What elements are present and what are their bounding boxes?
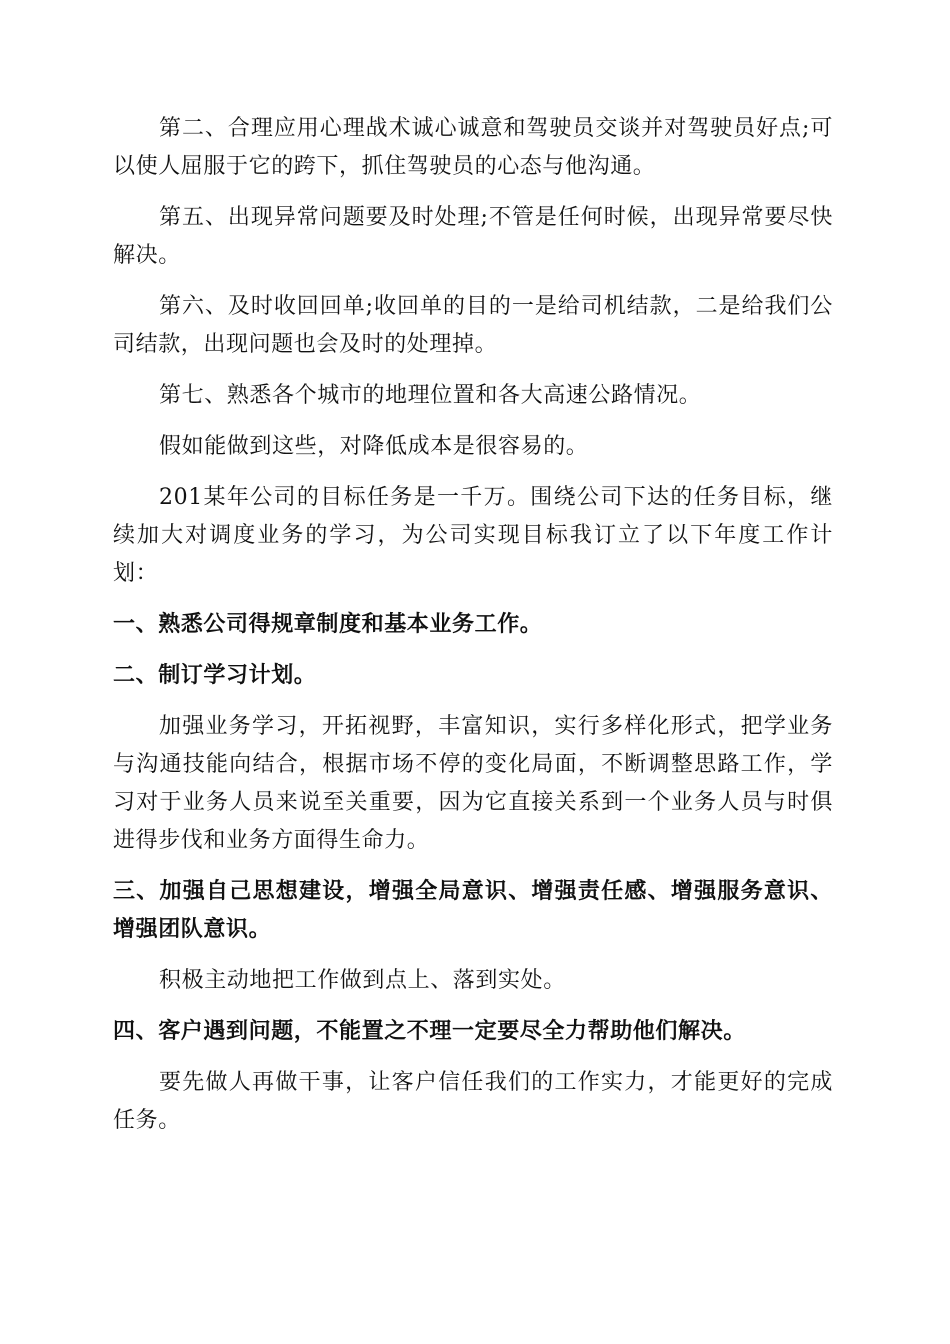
paragraph-conclusion: 假如能做到这些，对降低成本是很容易的。 xyxy=(159,434,589,459)
section-heading-4: 四、客户遇到问题，不能置之不理一定要尽全力帮助他们解决。 xyxy=(113,1019,746,1044)
paragraph-item-5: 第五、出现异常问题要及时处理;不管是任何时候，出现异常要尽快解决。 xyxy=(113,205,833,268)
paragraph-customer-trust: 要先做人再做干事，让客户信任我们的工作实力，才能更好的完成任务。 xyxy=(113,1070,833,1133)
paragraph-annual-target: 201某年公司的目标任务是一千万。围绕公司下达的任务目标，继续加大对调度业务的学习，为公司实现目标我订立了以下年度工作计划： xyxy=(113,485,833,586)
section-heading-2: 二、制订学习计划。 xyxy=(113,663,317,688)
paragraph-item-2: 第二、合理应用心理战术诚心诚意和驾驶员交谈并对驾驶员好点;可以使人屈服于它的跨下，抓住驾驶员的心态与他沟通。 xyxy=(113,116,833,179)
section-heading-1: 一、熟悉公司得规章制度和基本业务工作。 xyxy=(113,612,543,637)
paragraph-study-plan: 加强业务学习，开拓视野，丰富知识，实行多样化形式，把学业务与沟通技能向结合，根据市场不停的变化局面，不断调整思路工作，学习对于业务人员来说至关重要，因为它直接关系到一个业务人员与时俱进得步伐和业务方面得生命力。 xyxy=(113,714,833,853)
paragraph-item-6: 第六、及时收回回单;收回单的目的一是给司机结款，二是给我们公司结款，出现问题也会及时的处理掉。 xyxy=(113,294,833,357)
section-heading-3: 三、加强自己思想建设，增强全局意识、增强责任感、增强服务意识、增强团队意识。 xyxy=(113,879,833,942)
paragraph-proactive: 积极主动地把工作做到点上、落到实处。 xyxy=(159,968,566,993)
paragraph-item-7: 第七、熟悉各个城市的地理位置和各大高速公路情况。 xyxy=(159,383,702,408)
document-page xyxy=(113,110,833,1153)
